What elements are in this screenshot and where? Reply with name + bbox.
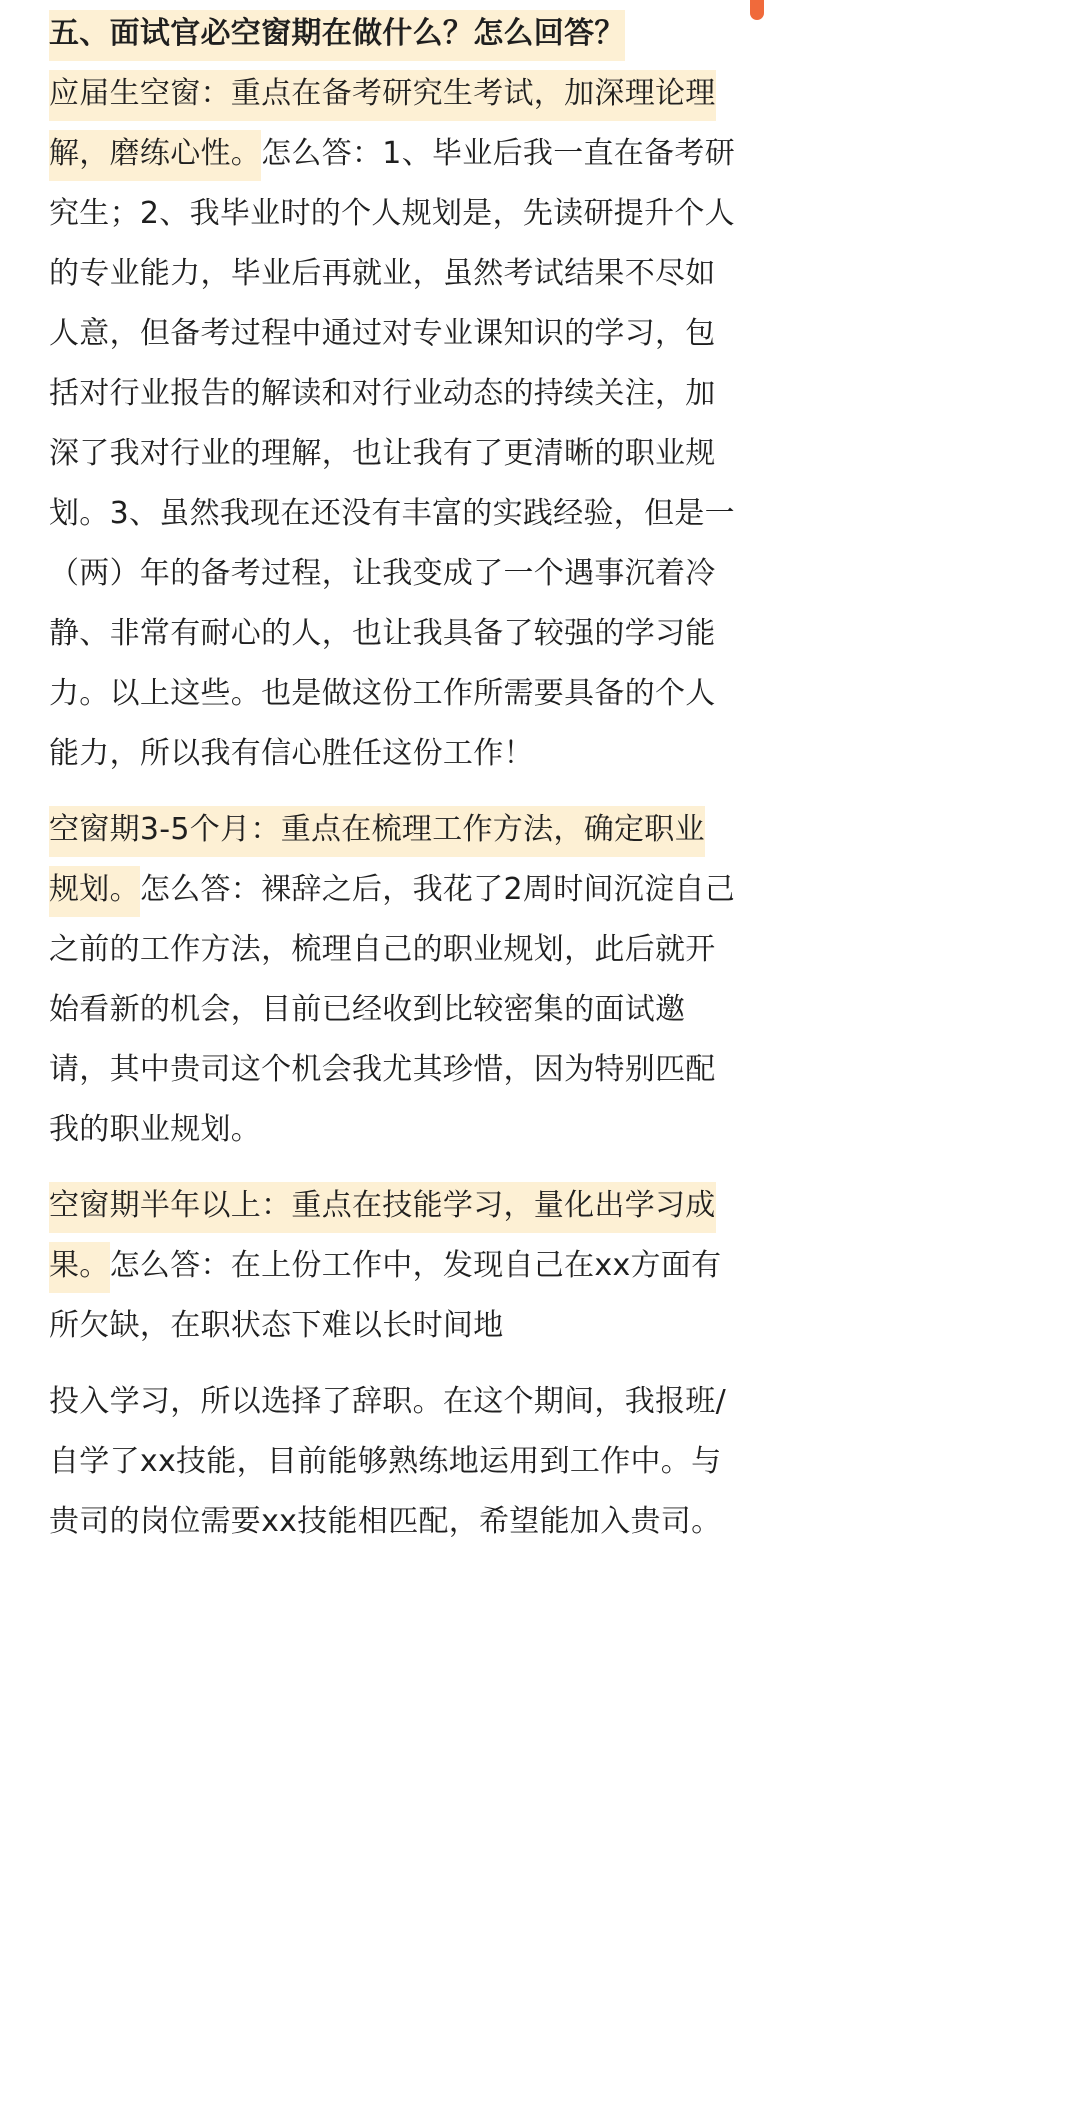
paragraph-line: 之前的工作方法，梳理自己的职业规划，此后就开 — [49, 932, 716, 967]
paragraph-line: 究生；2、我毕业时的个人规划是，先读研提升个人 — [49, 196, 735, 231]
paragraph-line: 力。以上这些。也是做这份工作所需要具备的个人 — [49, 676, 716, 711]
article-title — [49, 4, 749, 64]
paragraph-line: 贵司的岗位需要xx技能相匹配，希望能加入贵司。 — [49, 1504, 722, 1539]
paragraph-line: 我的职业规划。 — [49, 1112, 262, 1147]
section1-heading-line1: 应届生空窗：重点在备考研究生考试，加深理论理 — [49, 64, 749, 124]
section2-heading-line1: 空窗期3-5个月：重点在梳理工作方法，确定职业 — [49, 800, 749, 860]
title-highlight: 五、面试官必空窗期在做什么？怎么回答？ — [49, 10, 625, 61]
paragraph-line: 能力，所以我有信心胜任这份工作！ — [49, 736, 534, 771]
paragraph-line: （两）年的备考过程，让我变成了一个遇事沉着冷 — [49, 556, 716, 591]
paragraph-line: 人意，但备考过程中通过对专业课知识的学习，包 — [49, 316, 716, 351]
paragraph-line: 深了我对行业的理解，也让我有了更清晰的职业规 — [49, 436, 716, 471]
section1-heading-line2: 解，磨练心性。怎么答：1、毕业后我一直在备考研 — [49, 124, 749, 184]
paragraph-line: 投入学习，所以选择了辞职。在这个期间，我报班/ — [49, 1384, 727, 1419]
paragraph-line: 所欠缺，在职状态下难以长时间地 — [49, 1308, 504, 1343]
paragraph-line: 括对行业报告的解读和对行业动态的持续关注，加 — [49, 376, 716, 411]
paragraph-line: 自学了xx技能，目前能够熟练地运用到工作中。与 — [49, 1444, 722, 1479]
scroll-indicator[interactable] — [750, 0, 764, 20]
section3-heading-line2: 果。怎么答：在上份工作中，发现自己在xx方面有 — [49, 1236, 749, 1296]
section3-heading-line1: 空窗期半年以上：重点在技能学习，量化出学习成 — [49, 1176, 749, 1236]
paragraph-line: 的专业能力，毕业后再就业，虽然考试结果不尽如 — [49, 256, 716, 291]
paragraph-line: 静、非常有耐心的人，也让我具备了较强的学习能 — [49, 616, 716, 651]
paragraph-line: 请，其中贵司这个机会我尤其珍惜，因为特别匹配 — [49, 1052, 716, 1087]
paragraph-line: 划。3、虽然我现在还没有丰富的实践经验，但是一 — [49, 496, 735, 531]
article-body — [49, 0, 749, 1552]
paragraph-line: 始看新的机会，目前已经收到比较密集的面试邀 — [49, 992, 686, 1027]
section2-heading-line2: 规划。怎么答：裸辞之后，我花了2周时间沉淀自己 — [49, 860, 749, 920]
